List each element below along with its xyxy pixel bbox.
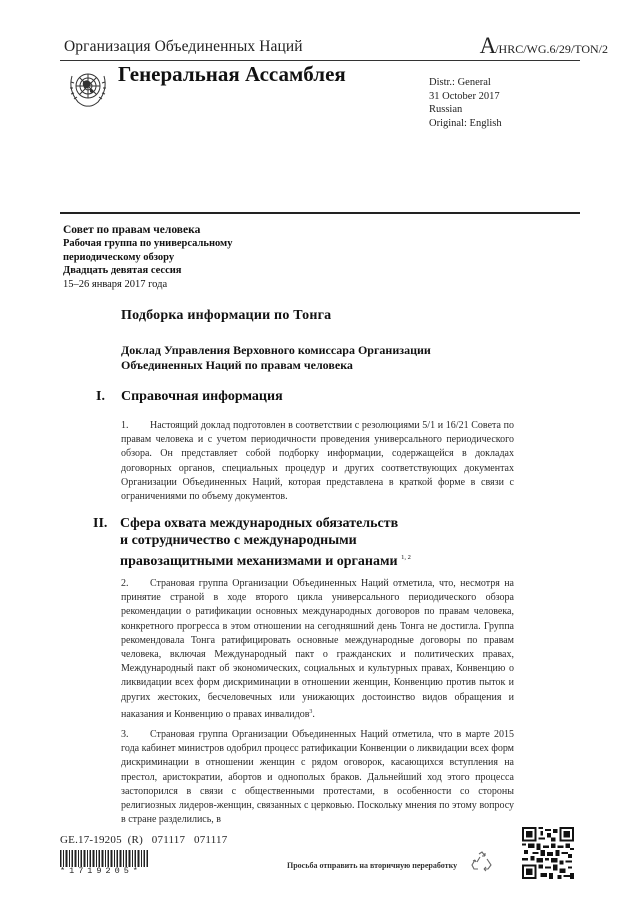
barcode-icon [60,850,148,867]
symbol-prefix: A [479,33,496,58]
header-rule [60,60,580,61]
document-subtitle [121,343,521,373]
working-group-line2: периодическому обзору [63,251,175,263]
section-number: II. [93,516,108,531]
paragraph-number: 2. [121,578,129,589]
paragraph-text: Настоящий доклад подготовлен в соответствии с резолюциями 5/1 и 16/21 Совета по правам человека и с учетом периодичности проведения универсального периодического обзора. Он представляет собой подборку информации, содержащейся в докладах договорных органов, специальных процедур и других соответствующих документах Организации Объединенных Наций, которая представлена в краткой форме в связи с ограничениями по объему документов. [121,420,514,503]
distr-language: Russian [429,104,463,115]
barcode-number: *1719205* [60,866,142,876]
job-code: GE.17-19205 (R) 071117 071117 [60,834,228,846]
organization-name: Организация Объединенных Наций [64,38,303,55]
document-symbol [480,33,608,59]
section-heading-2 [93,515,480,570]
paragraph-number: 3. [121,729,129,740]
footnote-reference[interactable]: 1, 2 [401,554,411,561]
heading-line2: и сотрудничество с международными [120,533,357,548]
paragraph-3 [121,728,514,827]
heading-line3: правозащитными механизмами и органами [120,554,398,569]
council-block [63,224,232,291]
heading-line1: Сфера охвата международных обязательств [120,516,399,531]
paragraph-1 [121,419,514,504]
distribution-block [429,76,502,130]
paragraph-number: 1. [121,420,129,431]
symbol-rest: /HRC/WG.6/29/TON/2 [495,42,608,56]
distr-label: Distr.: General [429,77,491,88]
recycle-notice: Просьба отправить на вторичную переработку [287,861,458,870]
subtitle-line1: Доклад Управления Верховного комиссара Организации [121,343,431,357]
session-dates: 15–26 января 2017 года [63,278,168,290]
section-heading-text: Справочная информация [121,389,283,404]
subtitle-line2: Объединенных Наций по правам человека [121,358,353,372]
distr-date: 31 October 2017 [429,90,500,102]
section-number: I. [96,389,105,404]
section-rule [60,212,580,214]
recycle-icon [470,850,494,874]
distr-original: Original: English [429,117,502,129]
section-heading-1 [96,389,283,405]
paragraph-text: Страновая группа Организации Объединенных Наций отметила, что, несмотря на принятие страной в ходе второго цикла универсального периодического обзора рекомендации о ратификации основных международных договоров по правам человека, конкретного прогресса в этом отношении на сегодняшний день Тонга не достигла. Группа рекомендовала Тонга ратифицировать основные международные договоры по правам человека, включая Международный пакт о гражданских и политических правах, Международный пакт об экономических, социальных и культурных правах, Конвенцию о ликвидации всех форм дискриминации в отношении женщин, Конвенцию против пыток и других жестоких, бесчеловечных или унижающих достоинство видов обращения и наказания и Конвенцию о правах инвалидов [121,578,514,720]
paragraph-tail: . [312,708,315,720]
footnote-reference[interactable]: 3 [309,708,313,715]
session: Двадцать девятая сессия [63,265,182,277]
paragraph-text: Страновая группа Организации Объединенных Наций отметила, что в марте 2015 года кабинет министров одобрил процесс ратификации Конвенции о ликвидации всех форм дискриминации в отношении женщин с рядом оговорок, касающихся вступления на престол, аристократии, абортов и однополых браков. Дальнейший ход этого процесса застопорился в связи с общественными протестами, в особенности со стороны религиозных лидеров-женщин, связанных с церковью. Поскольку мнения по этому вопросу в стране разделились, в [121,729,514,826]
paragraph-2 [121,577,514,722]
council-name: Совет по правам человека [63,224,201,236]
working-group-line1: Рабочая группа по универсальному [63,238,233,250]
qr-code-icon [522,827,574,879]
document-title: Подборка информации по Тонга [121,308,332,323]
un-emblem-icon [66,66,110,110]
assembly-title: Генеральная Ассамблея [118,62,346,86]
